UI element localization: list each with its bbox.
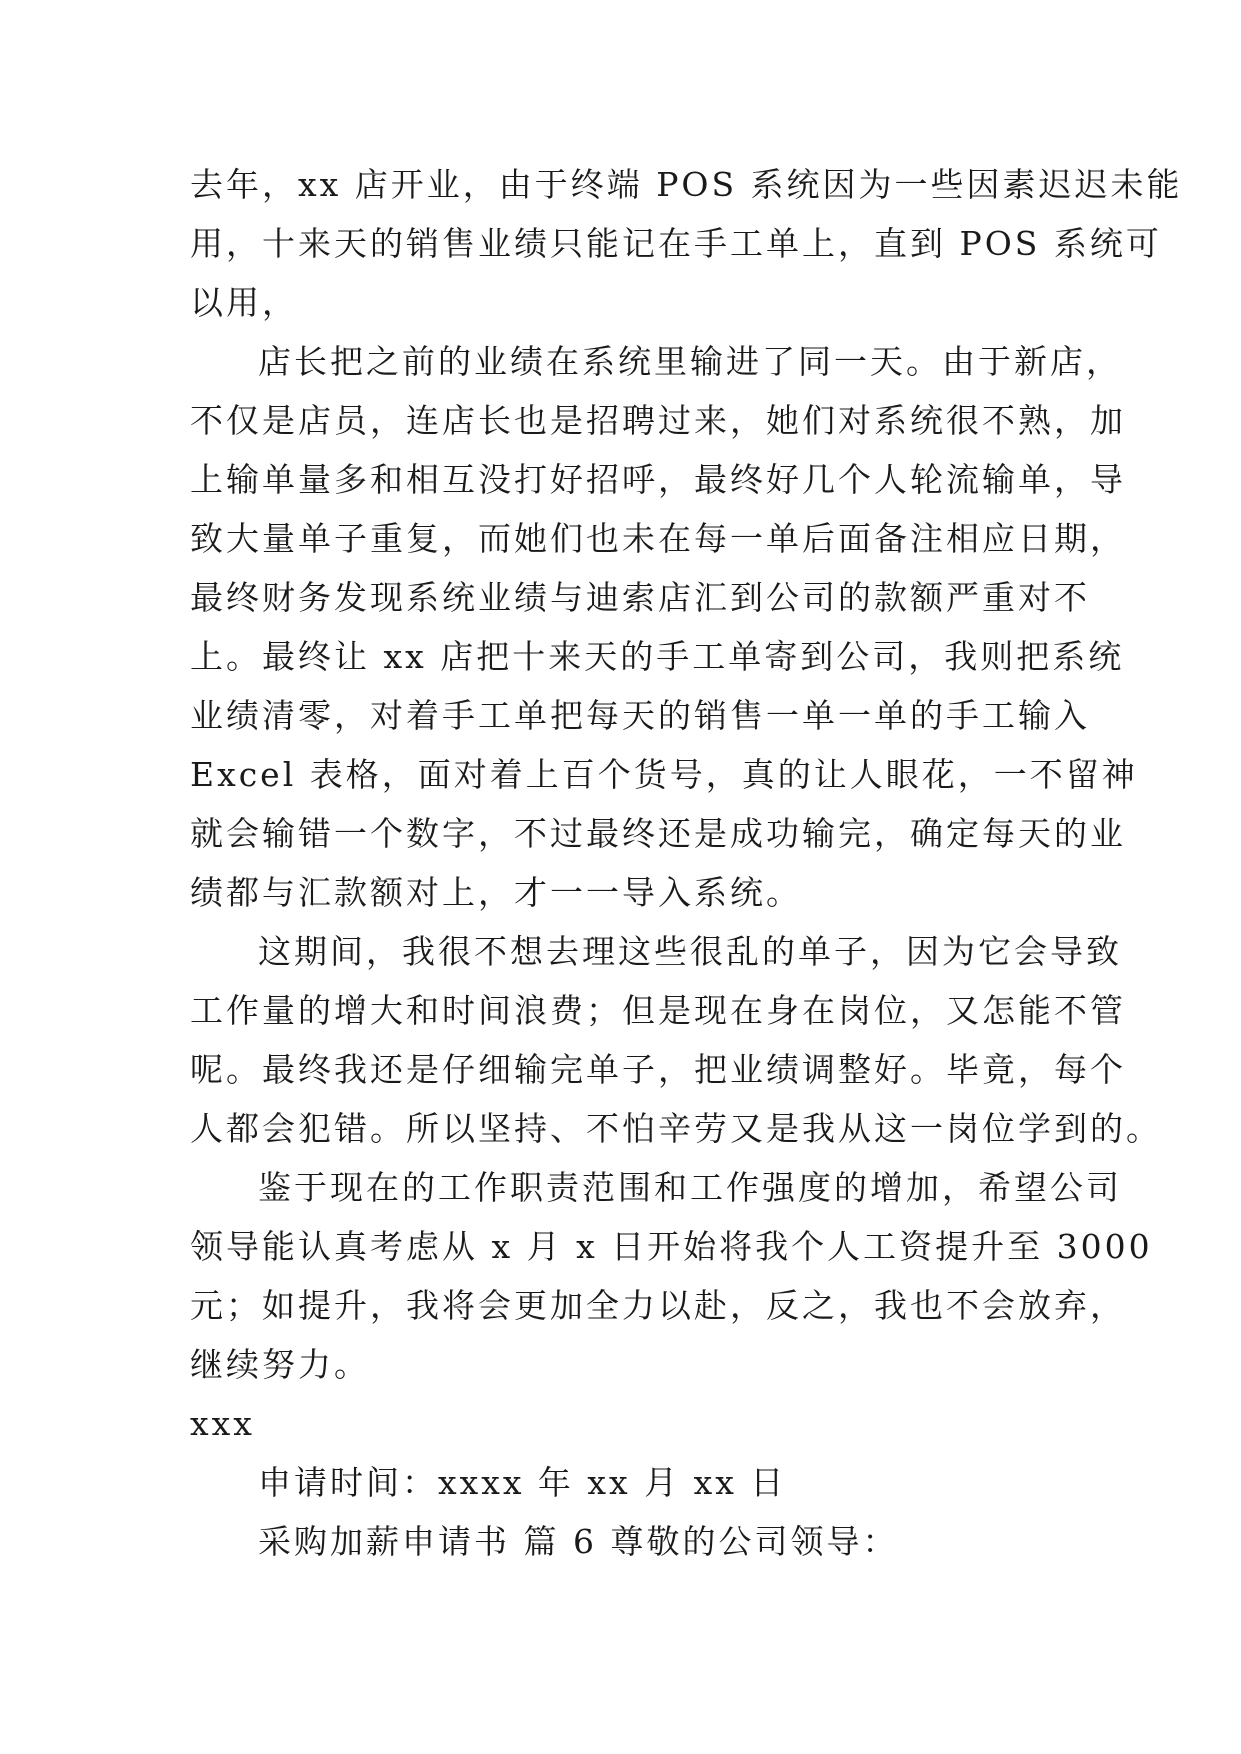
body-text-line: 不仅是店员，连店长也是招聘过来，她们对系统很不熟，加 [190,401,1126,440]
body-text-line: 工作量的增大和时间浪费；但是现在身在岗位，又怎能不管 [190,991,1126,1030]
body-text-line: 去年，xx 店开业，由于终端 POS 系统因为一些因素迟迟未能 [190,165,1183,204]
signature-name: xxx [190,1404,255,1443]
body-text-line: 领导能认真考虑从 x 月 x 日开始将我个人工资提升至 3000 [190,1227,1153,1266]
paragraph-first-line: 鉴于现在的工作职责范围和工作强度的增加，希望公司 [258,1168,1122,1207]
body-text-line: 就会输错一个数字，不过最终还是成功输完，确定每天的业 [190,814,1126,853]
body-text-line: 以用， [190,283,298,322]
paragraph-first-line: 店长把之前的业绩在系统里输进了同一天。由于新店， [258,342,1122,381]
body-text-line: 上。最终让 xx 店把十来天的手工单寄到公司，我则把系统 [190,637,1125,676]
body-text-line: 绩都与汇款额对上，才一一导入系统。 [190,873,802,912]
body-text-line: 致大量单子重复，而她们也未在每一单后面备注相应日期， [190,519,1126,558]
body-text-line: 呢。最终我还是仔细输完单子，把业绩调整好。毕竟，每个 [190,1050,1126,1089]
body-text-line: 业绩清零，对着手工单把每天的销售一单一单的手工输入 [190,696,1090,735]
body-text-line: 元；如提升，我将会更加全力以赴，反之，我也不会放弃， [190,1286,1126,1325]
body-text-line: 继续努力。 [190,1345,370,1384]
body-text-line: 人都会犯错。所以坚持、不怕辛劳又是我从这一岗位学到的。 [190,1109,1162,1148]
body-text-line: 用，十来天的销售业绩只能记在手工单上，直到 POS 系统可 [190,224,1162,263]
body-text-line: 最终财务发现系统业绩与迪索店汇到公司的款额严重对不 [190,578,1090,617]
body-text-line: 上输单量多和相互没打好招呼，最终好几个人轮流输单，导 [190,460,1126,499]
body-text-line: Excel 表格，面对着上百个货号，真的让人眼花，一不留神 [190,755,1138,794]
application-date: 申请时间：xxxx 年 xx 月 xx 日 [258,1463,787,1502]
next-section-heading: 采购加薪申请书 篇 6 尊敬的公司领导： [258,1522,899,1561]
paragraph-first-line: 这期间，我很不想去理这些很乱的单子，因为它会导致 [258,932,1122,971]
